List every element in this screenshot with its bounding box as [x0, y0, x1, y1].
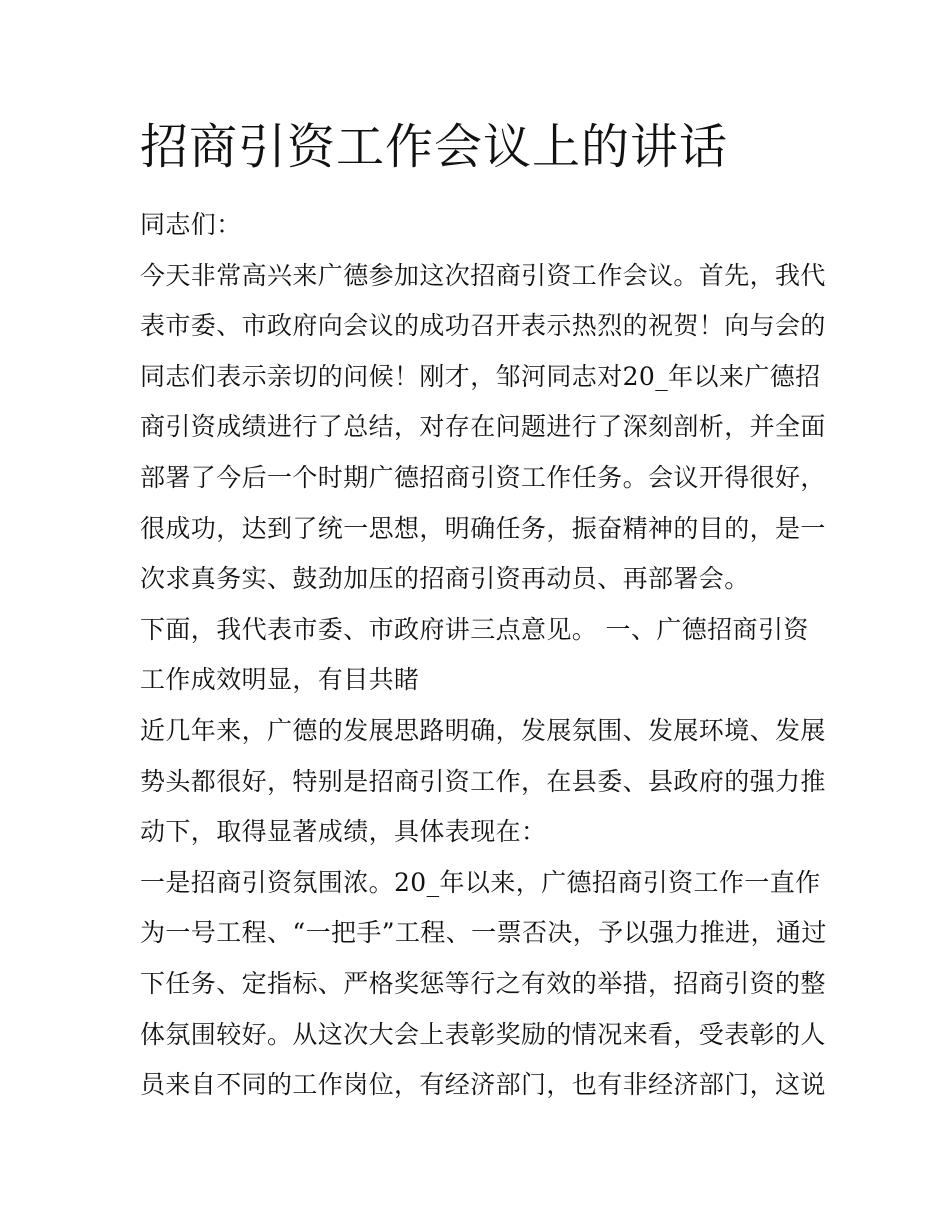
text-line: 同志们表示亲切的问候！刚才，邹河同志对20_年以来广德招 — [140, 361, 821, 391]
text-line: 下任务、定指标、严格奖惩等行之有效的举措，招商引资的整 — [140, 968, 826, 998]
text-line: 势头都很好，特别是招商引资工作，在县委、县政府的强力推 — [140, 766, 826, 796]
text-line: 一是招商引资氛围浓。20_年以来，广德招商引资工作一直作 — [140, 867, 821, 897]
text-line: 表市委、市政府向会议的成功召开表示热烈的祝贺！向与会的 — [140, 311, 826, 341]
text-line: 部署了今后一个时期广德招商引资工作任务。会议开得很好， — [140, 462, 826, 492]
text-line: 同志们： — [140, 210, 242, 239]
text-line: 很成功，达到了统一思想，明确任务，振奋精神的目的，是一 — [140, 513, 826, 543]
text-line: 为一号工程、“一把手”工程、一票否决，予以强力推进，通过 — [140, 918, 827, 948]
document-title: 招商引资工作会议上的讲话 — [140, 119, 729, 175]
text-line: 工作成效明显，有目共睹 — [140, 665, 420, 695]
text-line: 次求真务实、鼓劲加压的招商引资再动员、再部署会。 — [140, 564, 750, 594]
text-line: 动下，取得显著成绩，具体表现在： — [140, 817, 547, 847]
text-line: 今天非常高兴来广德参加这次招商引资工作会议。首先，我代 — [140, 260, 826, 290]
document-body — [140, 200, 827, 1111]
text-line: 下面，我代表市委、市政府讲三点意见。 一、广德招商引资 — [140, 614, 809, 644]
text-line: 体氛围较好。从这次大会上表彰奖励的情况来看，受表彰的人 — [140, 1019, 826, 1049]
text-line: 员来自不同的工作岗位，有经济部门，也有非经济部门，这说 — [140, 1070, 826, 1100]
text-line: 商引资成绩进行了总结，对存在问题进行了深刻剖析，并全面 — [140, 412, 826, 442]
text-line: 近几年来，广德的发展思路明确，发展氛围、发展环境、发展 — [140, 715, 826, 745]
